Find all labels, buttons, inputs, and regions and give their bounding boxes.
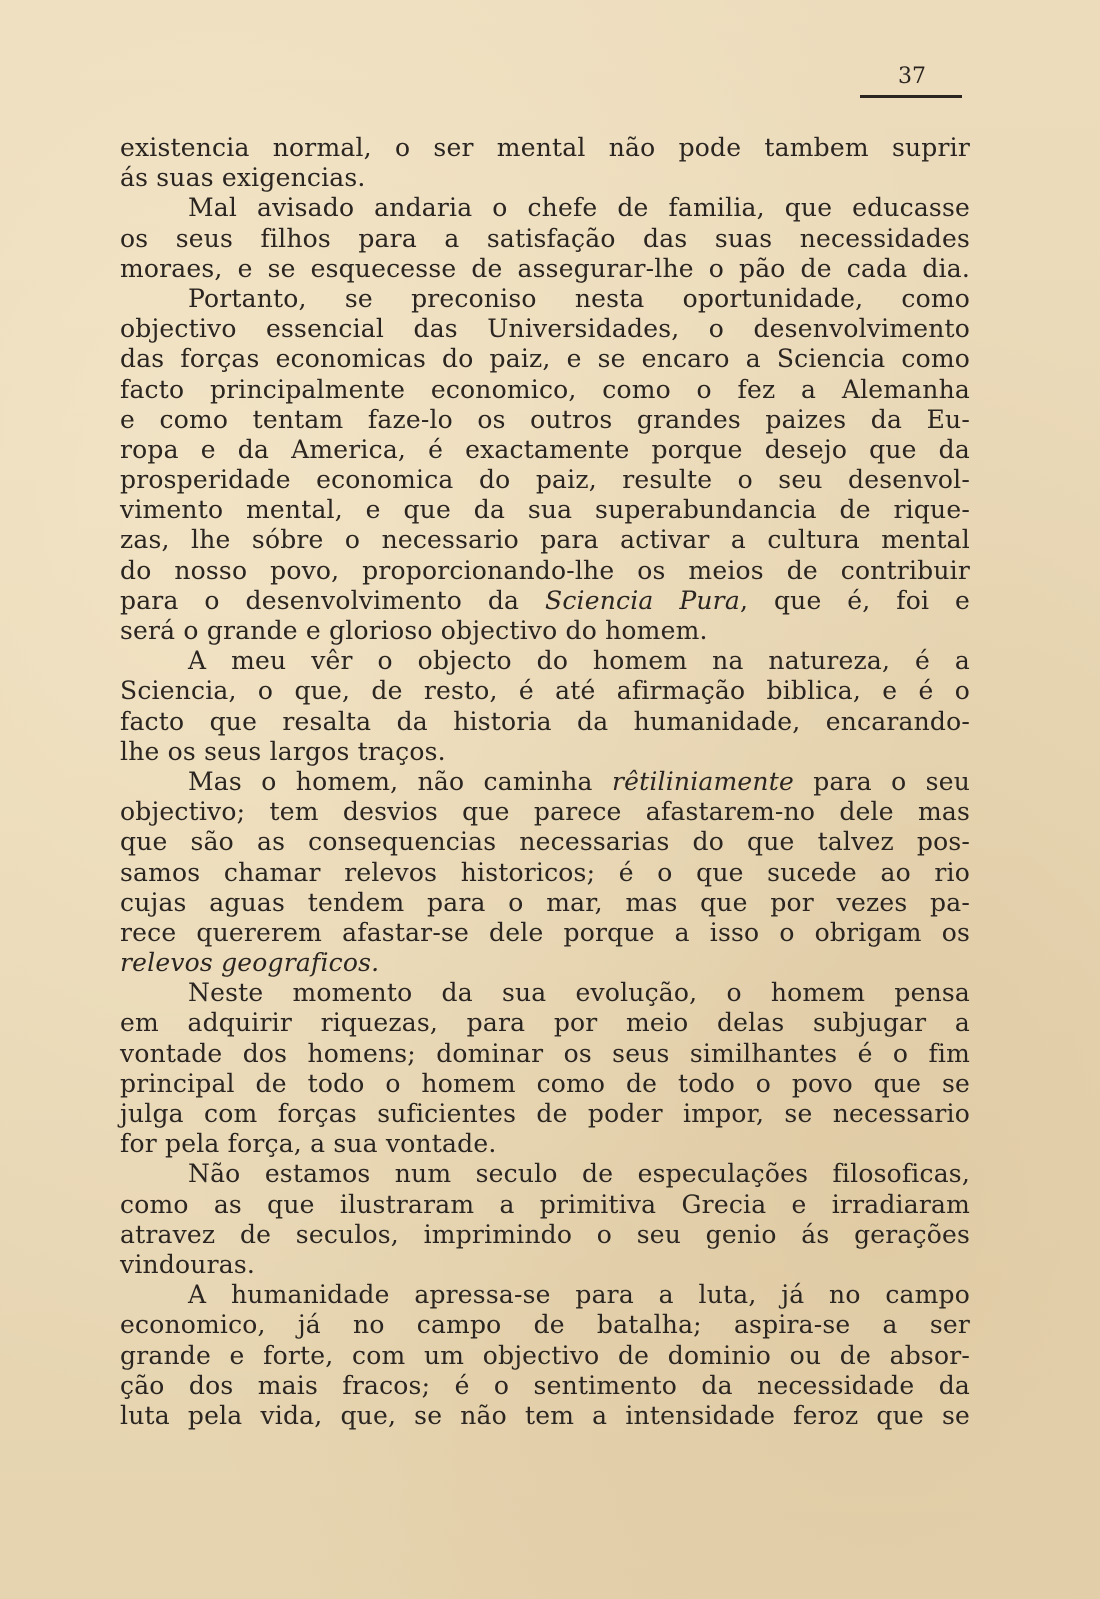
text-line: for pela força, a sua vontade. [120, 1129, 497, 1159]
text-line: objectivo; tem desvios que parece afastarem-no dele mas [120, 797, 970, 827]
text-line: vontade dos homens; dominar os seus similhantes é o fim [120, 1038, 970, 1068]
text-line: prosperidade economica do paiz, resulte o seu desenvol- [120, 465, 970, 495]
italic-term: rêtiliniamente [611, 766, 794, 796]
page-number: 37 [898, 64, 926, 89]
text-line: Mas o homem, não caminha rêtiliniamente para o seu [188, 766, 970, 796]
text-line: ropa e da America, é exactamente porque desejo que da [120, 434, 970, 464]
text-line: A meu vêr o objecto do homem na natureza, é a [188, 646, 970, 676]
text-line: Neste momento da sua evolução, o homem pensa [188, 978, 970, 1008]
text-line: zas, lhe sóbre o necessario para activar a cultura mental [120, 525, 970, 555]
text-line: Mal avisado andaria o chefe de familia, que educasse [188, 193, 970, 223]
text-line: vindouras. [120, 1249, 256, 1279]
text-line: cujas aguas tendem para o mar, mas que por vezes pa- [120, 887, 970, 917]
text-line: em adquirir riquezas, para por meio delas subjugar a [120, 1008, 970, 1038]
text-line: principal de todo o homem como de todo o povo que se [120, 1068, 970, 1098]
text-line: que são as consequencias necessarias do que talvez pos- [120, 827, 970, 857]
text-line: os seus filhos para a satisfação das suas necessidades [120, 223, 970, 253]
text-line: vimento mental, e que da sua superabundancia de rique- [120, 495, 970, 525]
italic-term: relevos geograficos. [120, 948, 380, 978]
text-line: samos chamar relevos historicos; é o que sucede ao rio [120, 857, 970, 887]
text-line: ção dos mais fracos; é o sentimento da necessidade da [120, 1370, 970, 1400]
text-line: para o desenvolvimento da Sciencia Pura, que é, foi e [120, 585, 970, 615]
text-line [120, 948, 970, 978]
text-line: será o grande e glorioso objectivo do homem. [120, 616, 708, 645]
text-line: e como tentam faze-lo os outros grandes paizes da Eu- [120, 404, 970, 434]
text-line: do nosso povo, proporcionando-lhe os meios de contribuir [120, 555, 970, 585]
text-line: julga com forças suficientes de poder impor, se necessario [120, 1099, 970, 1128]
text-line: moraes, e se esquecesse de assegurar-lhe o pão de cada dia. [120, 253, 970, 283]
text-line: das forças economicas do paiz, e se encaro a Sciencia como [120, 344, 970, 374]
text-line: Sciencia, o que, de resto, é até afirmação biblica, e é o [120, 676, 970, 706]
text-line: luta pela vida, que, se não tem a intensidade feroz que se [120, 1400, 970, 1430]
body-text [120, 133, 970, 1431]
text-line: A humanidade apressa-se para a luta, já no campo [188, 1280, 970, 1310]
text-line: existencia normal, o ser mental não pode tambem suprir [120, 133, 970, 162]
page-header [860, 58, 962, 100]
text-line: objectivo essencial das Universidades, o desenvolvimento [120, 314, 970, 344]
text-line: facto que resalta da historia da humanidade, encarando- [120, 706, 970, 736]
text-line: grande e forte, com um objectivo de dominio ou de absor- [120, 1340, 970, 1370]
italic-term: Sciencia Pura [545, 585, 740, 615]
text-line: Não estamos num seculo de especulações filosoficas, [188, 1159, 970, 1189]
text-line: economico, já no campo de batalha; aspira-se a ser [120, 1310, 970, 1340]
header-rule [860, 95, 962, 98]
text-line: lhe os seus largos traços. [120, 736, 446, 766]
text-line: facto principalmente economico, como o fez a Alemanha [120, 374, 970, 404]
text-line: atravez de seculos, imprimindo o seu genio ás gerações [120, 1219, 970, 1249]
text-line: como as que ilustraram a primitiva Grecia e irradiaram [120, 1189, 970, 1219]
text-line: ás suas exigencias. [120, 163, 366, 193]
text-line: Portanto, se preconiso nesta oportunidade, como [188, 283, 970, 313]
text-line: rece quererem afastar-se dele porque a isso o obrigam os [120, 917, 970, 947]
